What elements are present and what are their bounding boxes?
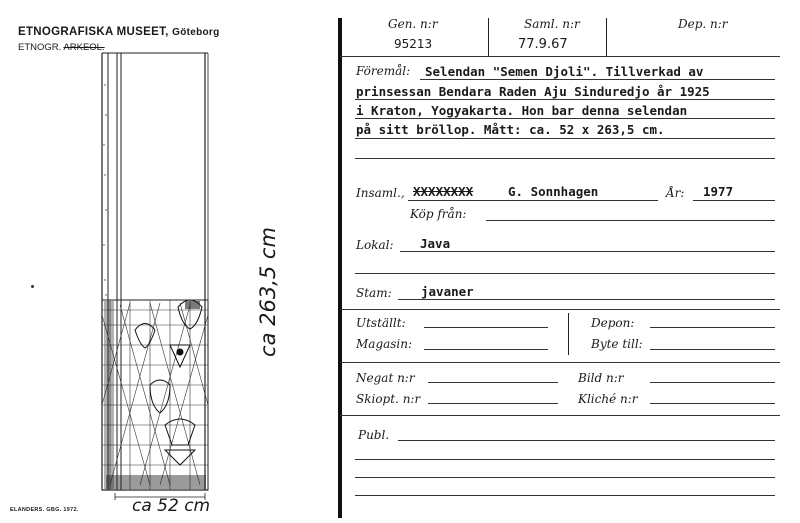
rule: [650, 382, 775, 383]
stray-mark: [31, 285, 34, 288]
dep-label: Dep. n:r: [678, 17, 728, 31]
description-line-1: Selendan "Semen Djoli". Tillverkad av: [425, 64, 704, 79]
divider-3: [568, 313, 569, 355]
museum-name-text: ETNOGRAFISKA MUSEET,: [18, 26, 169, 38]
gen-label: Gen. n:r: [388, 17, 438, 31]
lokal-label: Lokal:: [356, 238, 394, 252]
negat-label: Negat n:r: [356, 371, 415, 385]
department-prefix: ETNOGR.: [18, 42, 62, 53]
rule: [355, 118, 775, 119]
divider-1: [488, 18, 489, 56]
publ-label: Publ.: [358, 428, 390, 442]
rule: [355, 273, 775, 274]
rule: [650, 349, 775, 350]
rule: [355, 459, 775, 460]
skiopt-label: Skiopt. n:r: [356, 392, 421, 406]
department-struck: ARKEOL.: [63, 42, 105, 53]
byte-label: Byte till:: [591, 337, 643, 351]
description-line-2: prinsessan Bendara Raden Aju Sinduredjo år 1925: [356, 84, 710, 99]
rule: [420, 79, 775, 80]
printer-note: ELANDERS. GBG. 1972.: [10, 507, 79, 513]
rule: [693, 200, 775, 201]
utstallt-label: Utställt:: [356, 316, 406, 330]
saml-value: 77.9.67: [518, 37, 568, 52]
divider-2: [606, 18, 607, 56]
kop-label: Köp från:: [410, 207, 467, 221]
magasin-label: Magasin:: [356, 337, 413, 351]
lokal-value: Java: [420, 236, 451, 251]
length-annotation: ca 263,5 cm: [256, 227, 280, 357]
foremal-label: Föremål:: [356, 64, 411, 78]
description-line-3: i Kraton, Yogyakarta. Hon bar denna selendan: [356, 103, 688, 118]
rule: [424, 349, 548, 350]
museum-city: Göteborg: [172, 27, 220, 38]
rule: [650, 403, 775, 404]
textile-sketch: [90, 45, 220, 500]
year-label: År:: [666, 186, 685, 200]
bild-label: Bild n:r: [578, 371, 624, 385]
rule: [355, 138, 775, 139]
rule: [355, 477, 775, 478]
rule: [398, 299, 775, 300]
rule: [428, 403, 558, 404]
rule: [408, 200, 658, 201]
section-rule: [340, 362, 780, 363]
rule: [398, 440, 775, 441]
rule: [650, 327, 775, 328]
saml-label: Saml. n:r: [524, 17, 580, 31]
top-box-rule: [340, 56, 780, 57]
rule: [486, 220, 775, 221]
section-rule: [340, 415, 780, 416]
stam-label: Stam:: [356, 286, 392, 300]
depon-label: Depon:: [591, 316, 635, 330]
width-annotation: ca 52 cm: [132, 496, 211, 516]
rule: [355, 158, 775, 159]
card-left-border: [338, 18, 342, 518]
insaml-value: G. Sonnhagen: [508, 184, 599, 199]
rule: [400, 251, 775, 252]
section-rule: [340, 309, 780, 310]
description-line-4: på sitt bröllop. Mått: ca. 52 x 263,5 cm.: [356, 122, 665, 137]
gen-value: 95213: [394, 37, 433, 51]
insaml-struck: XXXXXXXX: [413, 184, 474, 199]
rule: [428, 382, 558, 383]
insaml-label: Insaml.,: [356, 186, 405, 200]
rule: [355, 99, 775, 100]
rule: [355, 495, 775, 496]
year-value: 1977: [703, 184, 734, 199]
rule: [424, 327, 548, 328]
museum-name: [18, 26, 220, 38]
stam-value: javaner: [421, 284, 474, 299]
kliche-label: Kliché n:r: [578, 392, 638, 406]
